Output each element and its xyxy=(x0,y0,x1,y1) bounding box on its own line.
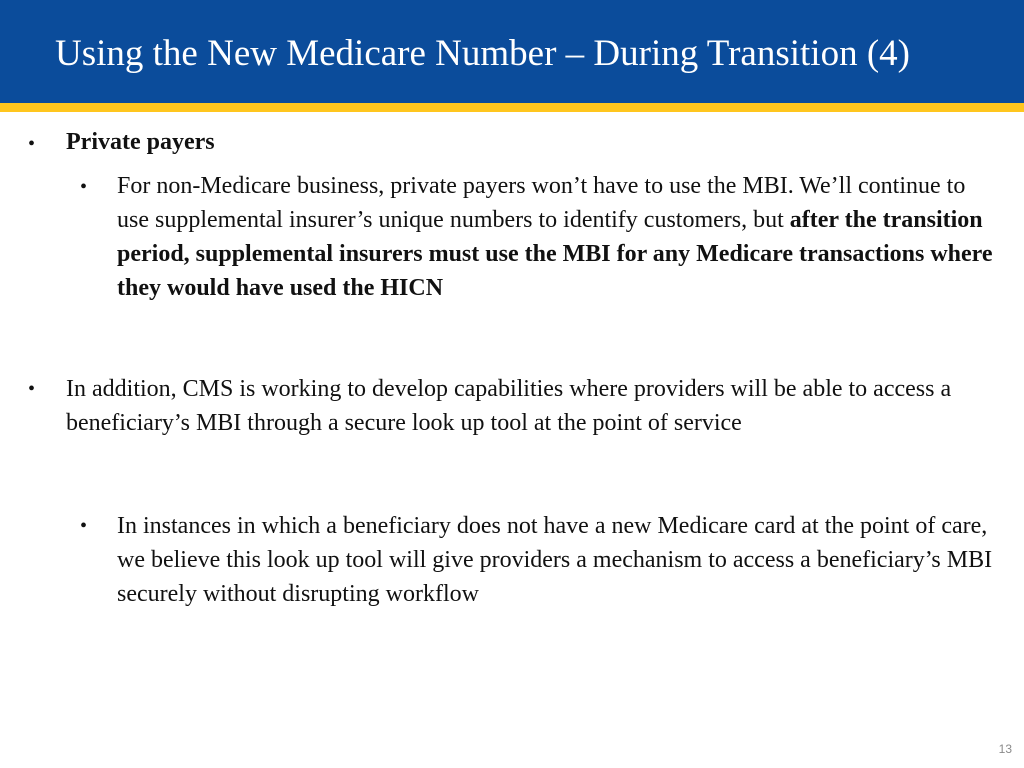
sub-bullet-bold-text: after the transition period, supplemental insurers must use the MBI for any Medicare transactions where they would have used the HICN xyxy=(117,207,993,301)
sub-bullet-marker: • xyxy=(80,176,88,198)
bullet-private-payers: Private payers xyxy=(66,129,215,155)
bullet-cms-lookup-tool: In addition, CMS is working to develop capabilities where providers will be able to access a beneficiary’s MBI through a secure look up tool at the point of service xyxy=(66,376,952,436)
bullet-marker: • xyxy=(28,378,36,400)
bullet-marker: • xyxy=(28,133,36,155)
sub-bullet-lookup-tool-detail: In instances in which a beneficiary does not have a new Medicare card at the point of care, we believe this look up tool will give providers a mechanism to access a beneficiary’s MBI securely without disrupting workflow xyxy=(117,513,993,607)
sub-bullet-private-payers-detail xyxy=(117,169,997,305)
sub-bullet-plain-text: For non-Medicare business, private payers won’t have to use the MBI. We’ll continue to use supplemental insurer’s unique numbers to identify customers, but xyxy=(117,173,966,233)
header-accent-bar xyxy=(0,103,1024,112)
page-number: 13 xyxy=(998,742,1012,756)
sub-bullet-marker: • xyxy=(80,515,88,537)
slide-header xyxy=(0,0,1024,103)
slide-title: Using the New Medicare Number – During Transition (4) xyxy=(55,33,910,74)
